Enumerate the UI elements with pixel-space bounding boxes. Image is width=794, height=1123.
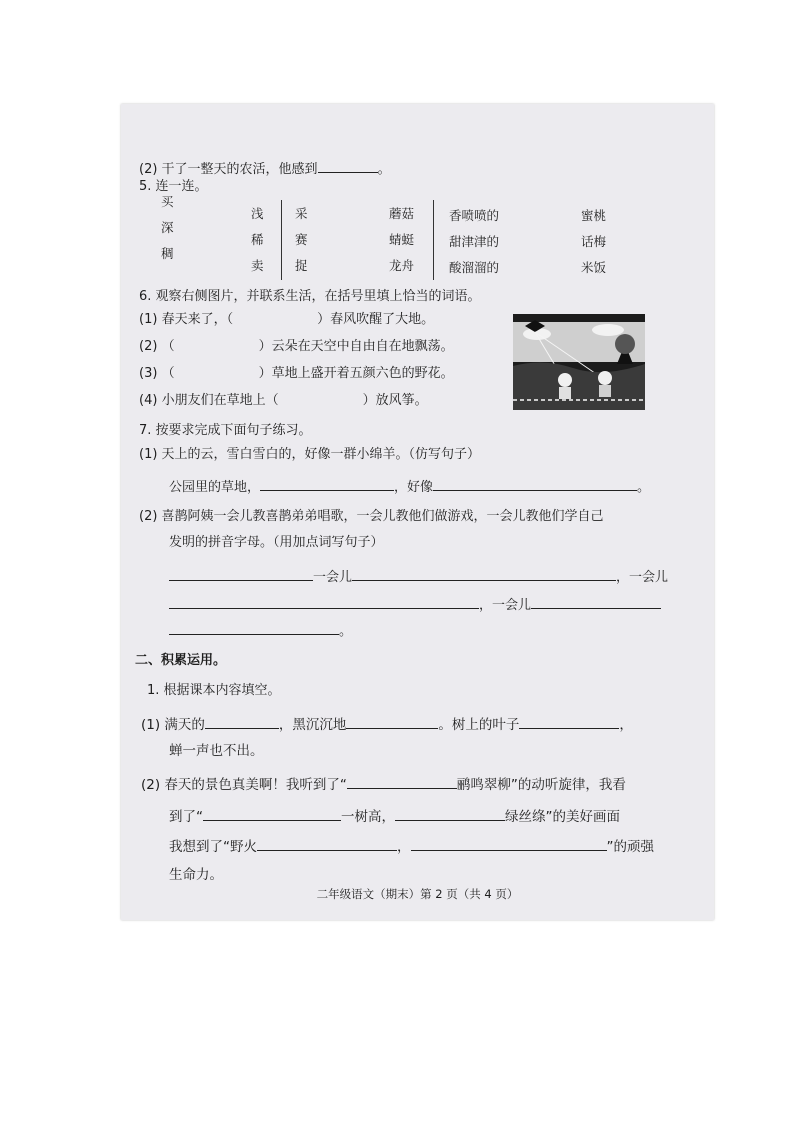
q5-col6 bbox=[581, 208, 606, 286]
q6-item-2: (2) （ ）云朵在天空中自由自在地飘荡。 bbox=[139, 339, 454, 354]
q5-word[interactable]: 深 bbox=[161, 220, 174, 235]
q4-item-2-blank[interactable] bbox=[318, 158, 378, 173]
q5-word[interactable]: 赛 bbox=[295, 232, 308, 247]
q7-s2-blank-1[interactable] bbox=[169, 566, 313, 581]
section-2-title: 二、积累运用。 bbox=[135, 653, 227, 668]
q7-s2-prompt-cont: 发明的拼音字母。（用加点词写句子） bbox=[169, 535, 384, 550]
q7-s2-answer-line-2: ，一会儿 bbox=[169, 594, 661, 615]
q4-item-2: (2) 干了一整天的农活，他感到 。 bbox=[139, 158, 391, 179]
q7-s2-answer-line-3: 。 bbox=[169, 620, 352, 641]
s2-q1-blank-2[interactable] bbox=[346, 714, 438, 729]
q5-word[interactable]: 香喷喷的 bbox=[449, 208, 500, 223]
s2-q1-line-2-cont2: 我想到了“野火 ， ”的顽强 bbox=[169, 836, 654, 856]
s2-q1-blank-1[interactable] bbox=[205, 714, 279, 729]
s2-q2-blank-3[interactable] bbox=[395, 806, 505, 821]
q7-s2-answer-line-1: 一会儿 ，一会儿 bbox=[169, 566, 668, 587]
q5-word[interactable]: 稠 bbox=[161, 246, 174, 261]
s2-q1-line-1: (1) 满天的 ，黑沉沉地 。树上的叶子 ， bbox=[141, 714, 633, 734]
q7-s2-prompt: (2) 喜鹊阿姨一会儿教喜鹊弟弟唱歌，一会儿教他们做游戏，一会儿教他们学自己 bbox=[139, 509, 604, 524]
kite-scene-illustration bbox=[513, 314, 645, 410]
q5-word[interactable]: 米饭 bbox=[581, 260, 607, 275]
q6-item-3: (3) （ ）草地上盛开着五颜六色的野花。 bbox=[139, 366, 454, 381]
q7-s2-blank-2[interactable] bbox=[352, 566, 616, 581]
q5-word[interactable]: 蜜桃 bbox=[581, 208, 607, 223]
exam-page bbox=[121, 104, 714, 920]
q5-word[interactable]: 卖 bbox=[251, 258, 264, 273]
s2-q2-blank-4[interactable] bbox=[257, 836, 397, 851]
s2-q2-blank-1[interactable] bbox=[347, 774, 457, 789]
s2-q1-blank-3[interactable] bbox=[519, 714, 619, 729]
q7-s1-blank-1[interactable] bbox=[260, 476, 394, 491]
s2-q2-blank-2[interactable] bbox=[203, 806, 341, 821]
s2-q1-line-1-cont: 蝉一声也不出。 bbox=[169, 743, 264, 759]
q5-word[interactable]: 稀 bbox=[251, 232, 264, 247]
q5-word[interactable]: 酸溜溜的 bbox=[449, 260, 500, 275]
q5-divider bbox=[433, 200, 434, 280]
kite-flying-picture bbox=[513, 314, 645, 410]
q5-word[interactable]: 龙舟 bbox=[389, 258, 415, 273]
q5-divider bbox=[281, 200, 282, 280]
s2-q1-line-2-end: 生命力。 bbox=[169, 867, 223, 883]
q5-col3 bbox=[295, 206, 308, 284]
q7-s1-prompt: (1) 天上的云，雪白雪白的，好像一群小绵羊。（仿写句子） bbox=[139, 447, 481, 462]
s2-q1-line-2: (2) 春天的景色真美啊！我听到了“ 鹂鸣翠柳”的动听旋律，我看 bbox=[141, 774, 626, 794]
q6-item-4: (4) 小朋友们在草地上（ ）放风筝。 bbox=[139, 393, 428, 408]
q5-word[interactable]: 采 bbox=[295, 206, 308, 221]
q7-s2-blank-4[interactable] bbox=[531, 594, 661, 609]
q5-word[interactable]: 捉 bbox=[295, 258, 308, 273]
s2-q2-blank-5[interactable] bbox=[411, 836, 607, 851]
q5-title: 5. 连一连。 bbox=[139, 179, 208, 194]
q5-col1 bbox=[161, 194, 174, 272]
q7-s2-blank-5[interactable] bbox=[169, 620, 339, 635]
q5-col5 bbox=[449, 208, 499, 286]
page-footer: 二年级语文（期末）第 2 页（共 4 页） bbox=[316, 887, 519, 901]
q7-title: 7. 按要求完成下面句子练习。 bbox=[139, 423, 312, 438]
q7-s1-answer-line: 公园里的草地， ，好像 。 bbox=[169, 476, 650, 497]
q5-col4 bbox=[389, 206, 414, 284]
q5-col2 bbox=[251, 206, 264, 284]
bleed-through-text bbox=[421, 162, 465, 178]
q7-s1-blank-2[interactable] bbox=[433, 476, 637, 491]
s2-q1-line-2-cont: 到了“ 一树高， 绿丝绦”的美好画面 bbox=[169, 806, 620, 826]
q6-title: 6. 观察右侧图片，并联系生活，在括号里填上恰当的词语。 bbox=[139, 289, 481, 304]
q4-item-2-label: (2) 干了一整天的农活，他感到 bbox=[139, 162, 318, 177]
q5-word[interactable]: 话梅 bbox=[581, 234, 607, 249]
s2-q1-title: 1. 根据课本内容填空。 bbox=[147, 683, 281, 698]
q5-word[interactable]: 买 bbox=[161, 194, 174, 209]
q6-item-1: (1) 春天来了，（ ）春风吹醒了大地。 bbox=[139, 312, 435, 327]
q5-word[interactable]: 浅 bbox=[251, 206, 264, 221]
q7-s2-blank-3[interactable] bbox=[169, 594, 479, 609]
q5-word[interactable]: 甜津津的 bbox=[449, 234, 500, 249]
q5-word[interactable]: 蜻蜓 bbox=[389, 232, 415, 247]
q5-word[interactable]: 蘑菇 bbox=[389, 206, 415, 221]
